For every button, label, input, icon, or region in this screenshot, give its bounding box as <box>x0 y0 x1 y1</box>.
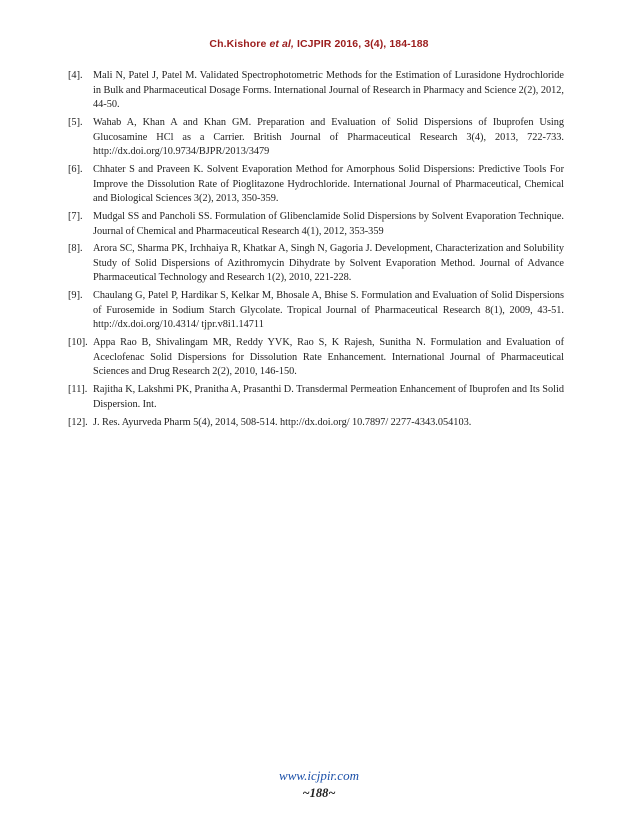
reference-list <box>68 69 564 433</box>
reference-number: [11]. <box>68 384 88 396</box>
reference-number: [5]. <box>68 116 83 128</box>
reference-number: [8]. <box>68 243 83 255</box>
reference-item <box>68 210 564 239</box>
page-number: ~188~ <box>302 786 336 800</box>
reference-text: Appa Rao B, Shivalingam MR, Reddy YVK, Rao S, K Rajesh, Sunitha N. Formulation and Evaluation of Aceclofenac Solid Dispersions for Dissolution Rate Enhancement. International Journal of Pharmaceutical Sciences and Drug Research 2(2), 2010, 146-150. <box>93 337 564 378</box>
reference-item <box>68 163 564 207</box>
reference-item <box>68 383 564 412</box>
reference-text: J. Res. Ayurveda Pharm 5(4), 2014, 508-514. http://dx.doi.org/ 10.7897/ 2277-4343.054103. <box>93 416 472 428</box>
reference-item <box>68 242 564 286</box>
reference-text: Chhater S and Praveen K. Solvent Evaporation Method for Amorphous Solid Dispersions: Predictive Tools For Improve the Dissolution Rate of Pioglitazone Hydrochloride. International Journal of Pharmaceutical, Chemical and Biological Sciences 3(2), 2013, 350-359. <box>93 163 564 205</box>
reference-text: Mudgal SS and Pancholi SS. Formulation of Glibenclamide Solid Dispersions by Solvent Evaporation Technique. Journal of Chemical and Pharmaceutical Research 4(1), 2012, 353-359 <box>93 210 564 237</box>
reference-number: [4]. <box>68 70 83 81</box>
footer-url[interactable]: www.icjpir.com <box>279 768 359 783</box>
running-header <box>0 38 638 50</box>
header-etal: et al, <box>269 38 294 50</box>
reference-number: [7]. <box>68 210 83 222</box>
reference-number: [10]. <box>68 337 88 349</box>
reference-number: [6]. <box>68 163 83 175</box>
reference-item <box>68 69 564 113</box>
reference-text: Mali N, Patel J, Patel M. Validated Spectrophotometric Methods for the Estimation of Lurasidone Hydrochloride in Bulk and Pharmaceutical Dosage Forms. International Journal of Research in Pharmacy and Science 2(2), 2012, 44-50. <box>93 70 564 111</box>
reference-text: Rajitha K, Lakshmi PK, Pranitha A, Prasanthi D. Transdermal Permeation Enhancement of Ibuprofen and Its Solid Dispersion. Int. <box>93 384 564 410</box>
reference-text: Chaulang G, Patel P, Hardikar S, Kelkar M, Bhosale A, Bhise S. Formulation and Evaluation of Solid Dispersions of Furosemide in Sodium Starch Glycolate. Tropical Journal of Pharmaceutical Research 8(1), 2009, 43-51. http://dx.doi.org/10.4314/ tjpr.v8i1.14711 <box>93 290 564 331</box>
reference-item <box>68 416 564 431</box>
reference-item <box>68 289 564 333</box>
header-author: Ch.Kishore <box>209 38 270 50</box>
header-citation: ICJPIR 2016, 3(4), 184-188 <box>293 38 429 50</box>
reference-number: [12]. <box>68 416 88 428</box>
reference-item <box>68 336 564 380</box>
reference-text: Wahab A, Khan A and Khan GM. Preparation and Evaluation of Solid Dispersions of Ibuprofen Using Glucosamine HCl as a Carrier. British Journal of Pharmaceutical Research 3(4), 2013, 722-733. http://dx.doi.org/10.9734/BJPR/2013/3479 <box>93 116 564 158</box>
reference-item <box>68 116 564 160</box>
reference-text: Arora SC, Sharma PK, Irchhaiya R, Khatkar A, Singh N, Gagoria J. Development, Characterization and Solubility Study of Solid Dispersions of Azithromycin Dihydrate by Solvent Evaporation Method. Journal of Advance Pharmaceutical Technology and Research 1(2), 2010, 221-228. <box>93 243 564 284</box>
reference-number: [9]. <box>68 290 83 302</box>
